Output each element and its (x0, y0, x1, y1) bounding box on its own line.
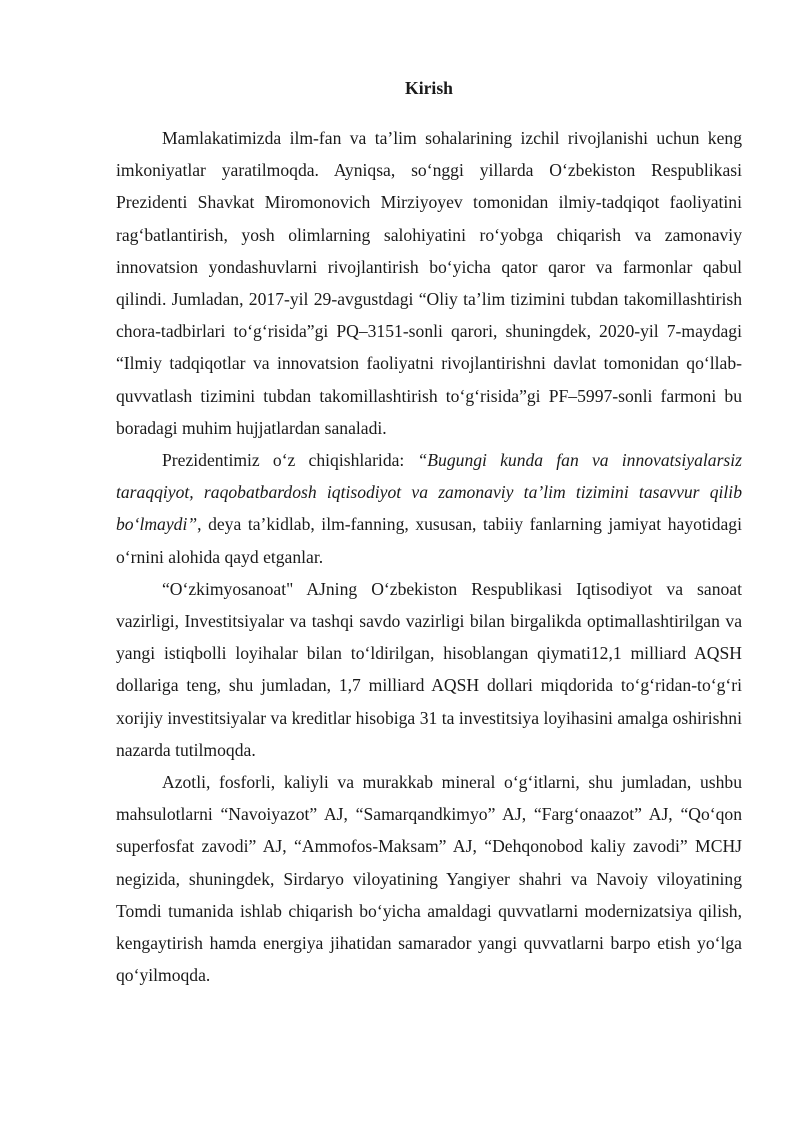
president-quote: “Bugungi kunda fan va innovatsiyalarsiz taraqqiyot, raqobatbardosh iqtisodiyot va zamonaviy ta’lim tizimini tasavvur qilib bo‘lmaydi” (116, 450, 742, 535)
paragraph-1: Mamlakatimizda ilm-fan va ta’lim sohalarining izchil rivojlanishi uchun keng imkoniyatlar yaratilmoqda. Ayniqsa, so‘nggi yillarda O‘zbekiston Respublikasi Prezidenti Shavkat Miromonovich Mirziyoyev tomonidan ilmiy-tadqiqot faoliyatini rag‘batlantirish, yosh olimlarning salohiyatini ro‘yobga chiqarish va zamonaviy innovatsion yondashuvlarni rivojlantirish bo‘yicha qator qaror va farmonlar qabul qilindi. Jumladan, 2017-yil 29-avgustdagi “Oliy ta’lim tizimini tubdan takomillashtirish chora-tadbirlari to‘g‘risida”gi PQ–3151-sonli qarori, shuningdek, 2020-yil 7-maydagi “Ilmiy tadqiqotlar va innovatsion faoliyatni rivojlantirishni davlat tomonidan qo‘llab-quvvatlash tizimini tubdan takomillashtirish to‘g‘risida”gi PF–5997-sonli farmoni bu boradagi muhim hujjatlardan sanaladi. (116, 128, 742, 438)
paragraph-3: “O‘zkimyosanoat" AJning O‘zbekiston Respublikasi Iqtisodiyot va sanoat vazirligi, Investitsiyalar va tashqi savdo vazirligi bilan birgalikda optimallashtirilgan va yangi istiqbolli loyihalar bilan to‘ldirilgan, hisoblangan qiymati12,1 milliard AQSH dollariga teng, shu jumladan, 1,7 milliard AQSH dollari miqdorida to‘g‘ridan-to‘g‘ri xorijiy investitsiyalar va kreditlar hisobiga 31 ta investitsiya loyihasini amalga oshirishni nazarda tutilmoqda. (116, 578, 742, 760)
document-page (116, 74, 742, 991)
page-title: Kirish (405, 78, 453, 98)
paragraph-2-tail: , deya ta’kidlab, ilm-fanning, xususan, tabiiy fanlarning jamiyat hayotidagi o‘rnini alohida qayd etganlar. (116, 514, 742, 567)
paragraph-2 (116, 444, 742, 573)
paragraph-2-lead: Prezidentimiz o‘z chiqishlarida: (162, 450, 418, 471)
paragraph-4: Azotli, fosforli, kaliyli va murakkab mineral o‘g‘itlarni, shu jumladan, ushbu mahsulotlarni “Navoiyazot” AJ, “Samarqandkimyo” AJ, “Farg‘onaazot” AJ, “Qo‘qon superfosfat zavodi” AJ, “Ammofos-Maksam” AJ, “Dehqonobod kaliy zavodi” MCHJ negizida, shuningdek, Sirdaryo viloyatining Yangiyer shahri va Navoiy viloyatining Tomdi tumanida ishlab chiqarish bo‘yicha amaldagi quvvatlarni modernizatsiya qilish, kengaytirish hamda energiya jihatidan samarador yangi quvvatlarni barpo etish yo‘lga qo‘yilmoqda. (116, 772, 742, 986)
